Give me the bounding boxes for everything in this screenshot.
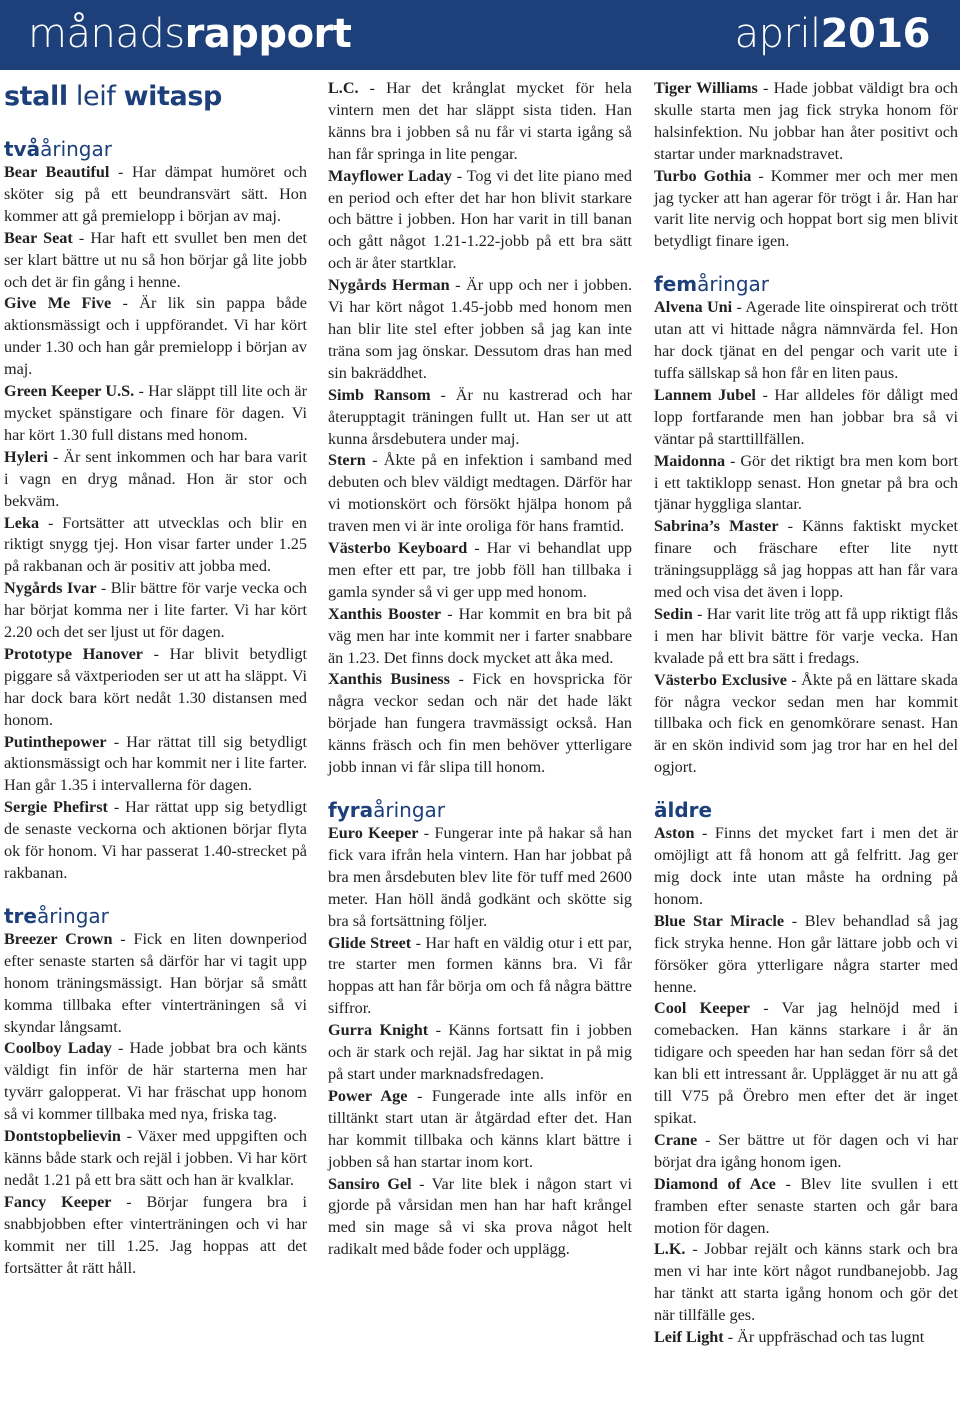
horse-entry: Lannem Jubel - Har alldeles för dåligt med lopp fortfarande men han jobbar bra så vi väntar på starttillfällen. xyxy=(654,385,958,448)
horse-entry: Aston - Finns det mycket fart i men det är omöjligt att få honom att gå felfritt. Jag ger mig dock inte utan måste ha ordning på honom. xyxy=(654,824,958,908)
horse-entry: Coolboy Laday - Hade jobbat bra och känts väldigt fin inför de här starterna men har tyvärr galopperat. Vi har fräschat upp honom så vi kommer tillbaka med nya, friska tag. xyxy=(4,1039,307,1124)
publication-title: månadsrapport xyxy=(28,11,352,57)
horse-entry: Bear Seat - Har haft ett svullet ben men det ser klart bättre ut nu så hon börjar gå lite jobb och det är fin gång i henne. xyxy=(4,228,308,291)
horse-entry: Green Keeper U.S. - Har släppt till lite och är mycket spänstigare och finare för dagen. Vi har kört 1.30 full distans med honom. xyxy=(4,382,308,444)
horse-entry: Putinthepower - Har rättat till sig betydligt aktionsmässigt och har kommit ner i lite farter. Han går 1.35 i intervallerna för dagen. xyxy=(4,732,307,795)
horse-entry: Västerbo Exclusive - Åkte på en lättare skada för några veckor sedan men har kommit tillbaka och fick en genomkörare senast. Han är en skön individ som jag tror har en hel del ogjort. xyxy=(654,670,958,777)
column-2 xyxy=(328,78,632,1261)
horse-entry: Diamond of Ace - Blev lite svullen i ett framben efter senaste starten och går bara motion för dagen. xyxy=(654,1174,959,1237)
horse-entry: Xanthis Business - Fick en hovspricka för några veckor sedan och när det hade läkt började han fungera travmässigt också. Han känns fräsch och fin men behöver ytterligare jobb innan vi får slipa till honom. xyxy=(328,670,632,777)
horse-entry: Sergie Phefirst - Har rättat upp sig betydligt de senaste veckorna och aktionen börjar flyta ok för honom. Vi har passerat 1.40-strecket på rakbanan. xyxy=(4,798,307,882)
horse-entry: Bear Beautiful - Har dämpat humöret och sköter sig på ett beundransvärt sätt. Hon kommer att gå premielopp i början av maj. xyxy=(4,163,307,225)
horse-entry: Stern - Åkte på en infektion i samband med debuten och blev väldigt medtagen. Därför har vi motionskört och försökt hjälpa honom på traven men vi är inte oroliga för hans framtid. xyxy=(328,451,632,536)
horse-entry: Glide Street - Har haft en väldig otur i ett par, tre starter men formen känns bra. Vi får hoppas att han får börja om och få några bättre siffror. xyxy=(328,933,632,1018)
horse-entry: Alvena Uni - Agerade lite oinspirerat och trött utan att vi hittade några nämnvärda fel. Hon har dock tjänat en del pengar och varit ute i tuffa sällskap så hon får en liten paus. xyxy=(654,298,958,382)
horse-entry: Dontstopbelievin - Växer med uppgiften och känns både stark och rejäl i jobben. Vi har kört nedåt 1.21 på ett bra sätt och han är kvalklar. xyxy=(4,1127,307,1189)
horse-entry: Hyleri - Är sent inkommen och har bara varit i vagn en dryg månad. Hon är stor och bekväm. xyxy=(4,447,307,510)
horse-entry: Cool Keeper - Var jag helnöjd med i comebacken. Han känns starkare i år än tidigare och speeden har han sedan förr så det kan bli ett intressant år. Upplägget är nu att gå till V75 på Örebro men efter det är inget spikat. xyxy=(654,999,958,1127)
horse-entry: Mayflower Laday - Tog vi det lite piano med en period och efter det har hon blivit starkare och bättre i jobben. Hon har varit in till banan och gått något 1.21-1.22-jobb på ett bra sätt och är åter startklar. xyxy=(328,166,633,273)
horse-entry: Sansiro Gel - Var lite blek i någon start vi gjorde på vårsidan men han har haft krångel med sin mage så vi ska prova något helt radikalt med både foder och upplägg. xyxy=(328,1174,632,1259)
section-heading-aldre: äldre xyxy=(654,798,713,823)
issue-date: april2016 xyxy=(734,11,930,57)
horse-entry: Maidonna - Gör det riktigt bra men kom bort i ett taktiklopp senast. Hon gnetar på bra och tjänar hyggliga slantar. xyxy=(654,451,958,514)
horse-entry: Euro Keeper - Fungerar inte på hakar så han fick vara ifrån hela vintern. Han har jobbat på bra men årsdebuten blev lite för tuff med 2600 meter. Han höll ändå godkänt och skötte sig bra så fortsättning följer. xyxy=(328,824,633,930)
horse-entry: Blue Star Miracle - Blev behandlad så jag fick stryka henne. Hon går lättare jobb och vi försöker göra ytterligare några starter med henne. xyxy=(654,911,958,996)
horse-entry: Power Age - Fungerade inte alls inför en tilltänkt start utan är åtgärdad efter det. Han har kommit tillbaka och känns klart bättre i jobben så han startar inom kort. xyxy=(328,1086,632,1171)
horse-entry: Nygårds Ivar - Blir bättre för varje vecka och har börjat komma ner i lite farter. Vi har kört 2.20 och det ser ljust ut för dagen. xyxy=(4,579,308,642)
horse-entry: Simb Ransom - Är nu kastrerad och har återupptagit träningen fullt ut. Han ser ut att kunna årsdebutera under maj. xyxy=(328,385,632,448)
header-bar xyxy=(0,0,960,70)
horse-entry: Leka - Fortsätter att utvecklas och blir en riktigt snygg tjej. Hon visar farter under 1.25 på rakbanan och är positiv att jobba med. xyxy=(4,513,307,576)
column-1 xyxy=(4,80,307,1279)
horse-entry: Leif Light - Är uppfräschad och tas lugnt xyxy=(654,1328,925,1347)
horse-entry: L.C. - Har det krånglat mycket för hela vintern men det har släppt sista tiden. Han känns bra i jobben så nu får vi starta igång så han får springa in lite pengar. xyxy=(328,79,632,163)
section-heading-tvaaringar: tvååringar xyxy=(4,137,112,161)
horse-entry: Breezer Crown - Fick en liten downperiod efter senaste starten så därför har vi tagit upp honom träningsmässigt. Han börjar så smått komma tillbaka efter vinterträningen så vi skyndar långsamt. xyxy=(4,929,307,1036)
horse-entry: Västerbo Keyboard - Har vi behandlat upp men efter ett par, tre jobb föll han tillbaka i gamla synder så vi ger upp med honom. xyxy=(328,539,633,601)
horse-entry: L.K. - Jobbar rejält och känns stark och bra men vi har inte kört något rundbanejobb. Jag har tänkt att starta igång honom och gör det när tillfälle ges. xyxy=(654,1240,958,1325)
horse-entry: Prototype Hanover - Har blivit betydligt piggare så växtperioden ser ut att ha släppt. Vi har dock bara kört nedåt 1.30 distansen med honom. xyxy=(4,644,307,729)
horse-entry: Crane - Ser bättre ut för dagen och vi har börjat dra igång honom igen. xyxy=(654,1130,958,1171)
article-title: stall leif witasp xyxy=(4,81,222,112)
section-heading-treaaringar: treåringar xyxy=(4,903,109,928)
section-heading-fyraaringar: fyraåringar xyxy=(328,798,445,822)
horse-entry: Fancy Keeper - Börjar fungera bra i snabbjobben efter vinterträningen och vi har kommit ner till 1.25. Jag hoppas att det fortsätter åt rätt håll. xyxy=(4,1192,307,1277)
section-heading-femaringar: femåringar xyxy=(654,272,769,297)
column-3 xyxy=(654,78,958,1349)
horse-entry: Sedin - Har varit lite trög att få upp riktigt flås i men har blivit bättre för varje vecka. Han kvalade på ett bra sätt i fredags. xyxy=(654,604,958,667)
horse-entry: Tiger Williams - Hade jobbat väldigt bra och skulle starta men jag fick stryka honom för halsinfektion. Nu jobbar han åter positivt och startar under marknadstravet. xyxy=(654,79,958,163)
horse-entry: Sabrina’s Master - Känns faktiskt mycket finare och fräschare efter lite nytt träningsupplägg så jag hoppas att han får vara med och visa det även i lopp. xyxy=(654,517,958,602)
horse-entry: Give Me Five - Är lik sin pappa både aktionsmässigt och i uppförandet. Vi har kört under 1.30 och han går premielopp i början av maj. xyxy=(4,294,307,379)
horse-entry: Gurra Knight - Känns fortsatt fin i jobben och är stark och rejäl. Jag har siktat in på mig på start under marknadsfredagen. xyxy=(328,1021,633,1083)
horse-entry: Nygårds Herman - Är upp och ner i jobben. Vi har kört något 1.45-jobb med honom men han blir lite stel efter jobben så jag kan inte träna som jag önskar. Dessutom dras han med sin bakräddhet. xyxy=(328,276,632,382)
horse-entry: Turbo Gothia - Kommer mer och mer men jag tycker att han agerar för trögt i år. Han har varit lite nervig och hoppat bort sig men blivit betydligt finare igen. xyxy=(654,166,958,251)
horse-entry: Xanthis Booster - Har kommit en bra bit på väg men har inte kommit ner i farter snabbare än 1.23. Det finns dock mycket att åka med. xyxy=(328,604,632,667)
